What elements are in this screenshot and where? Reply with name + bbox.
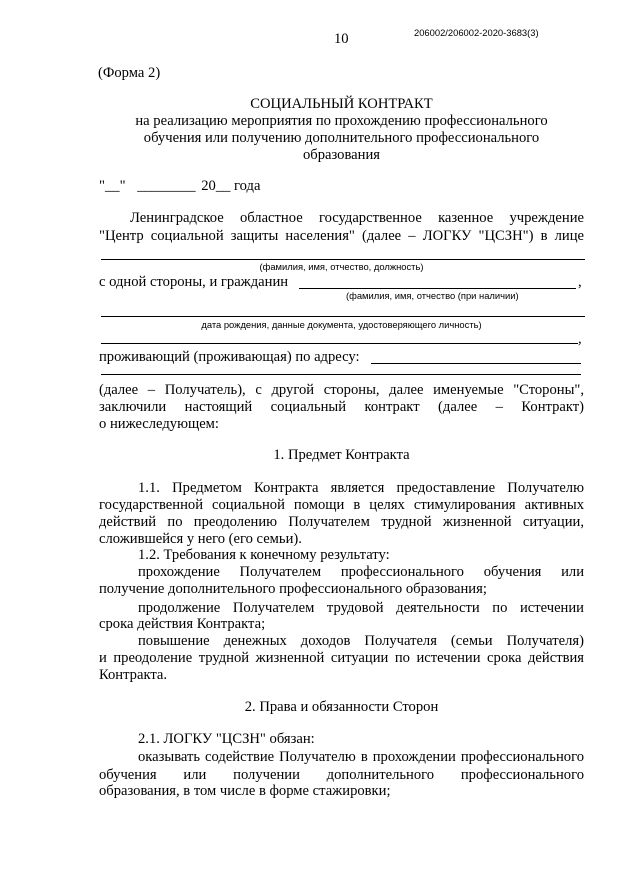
section-1-p3-line-2: получение дополнительного профессионального образования;	[99, 581, 487, 597]
parties-line-5: (далее – Получатель), с другой стороны, далее именуемые "Стороны",	[99, 382, 584, 398]
form-label: (Форма 2)	[98, 65, 161, 81]
parties-line-2: "Центр социальной защиты населения" (далее – ЛОГКУ "ЦСЗН") в лице	[99, 228, 584, 244]
contract-subtitle-line-3: образования	[303, 147, 380, 163]
section-2-p2-line-2: обучения или получении дополнительного профессионального	[99, 767, 584, 783]
section-2-p2-line-3: образования, в том числе в форме стажировки;	[99, 783, 391, 799]
section-1-p3-line-1: прохождение Получателем профессионального обучения или	[138, 564, 584, 580]
section-1-p1-line-2: государственной социальной помощи в целях стимулирования активных	[99, 497, 584, 513]
citizen-line-label: с одной стороны, и гражданин	[99, 274, 289, 290]
date-month-blank: ________	[137, 178, 196, 194]
date-line	[99, 179, 260, 194]
citizen-id-caption: дата рождения, данные документа, удостоверяющего личность)	[201, 319, 482, 330]
section-2-p1: 2.1. ЛОГКУ "ЦСЗН" обязан:	[138, 731, 315, 747]
address-label: проживающий (проживающая) по адресу:	[99, 349, 360, 365]
section-1-p5-line-2: и преодоление трудной жизненной ситуации по истечении срока действия	[99, 650, 584, 666]
contract-subtitle-line-2: обучения или получению дополнительного профессионального	[143, 130, 540, 146]
date-year: 20__ года	[201, 178, 261, 194]
parties-line-1: Ленинградское областное государственное казенное учреждение	[130, 210, 584, 226]
page-number: 10	[334, 31, 349, 47]
document-code: 206002/206002-2020-3683(3)	[414, 27, 539, 38]
date-day-blank: __	[104, 178, 120, 194]
section-1-p2: 1.2. Требования к конечному результату:	[138, 547, 390, 563]
section-1-p1-line-4: сложившейся у него (его семьи).	[99, 531, 302, 547]
section-2-heading: 2. Права и обязанности Сторон	[244, 699, 439, 715]
section-1-p4-line-1: продолжение Получателем трудовой деятельности по истечении	[138, 600, 584, 616]
citizen-blank-line	[299, 288, 576, 289]
citizen-id-comma: ,	[578, 331, 582, 347]
parties-line-6: заключили настоящий социальный контракт (далее – Контракт)	[99, 399, 584, 415]
citizen-id-blank-line	[101, 316, 585, 317]
citizen-id-blank-line-2	[101, 343, 578, 344]
section-1-p5-line-3: Контракта.	[99, 667, 168, 683]
section-1-p1-line-3: действий по преодолению Получателем трудной жизненной ситуации,	[99, 514, 584, 530]
contract-title: СОЦИАЛЬНЫЙ КОНТРАКТ	[250, 96, 433, 112]
contract-subtitle-line-1: на реализацию мероприятия по прохождению профессионального	[135, 113, 548, 129]
address-blank-line-2	[101, 374, 581, 375]
parties-line-7: о нижеследующем:	[99, 416, 219, 432]
section-2-p2-line-1: оказывать содействие Получателю в прохождении профессионального	[138, 749, 584, 765]
section-1-p1-line-1: 1.1. Предметом Контракта является предоставление Получателю	[138, 480, 584, 496]
section-1-heading: 1. Предмет Контракта	[273, 447, 410, 463]
address-blank-line	[371, 363, 581, 364]
section-1-p4-line-2: срока действия Контракта;	[99, 616, 266, 632]
section-1-p5-line-1: повышение денежных доходов Получателя (семьи Получателя)	[138, 633, 584, 649]
citizen-name-caption: (фамилия, имя, отчество (при наличии)	[346, 290, 519, 301]
date-quote-open: "	[99, 178, 105, 194]
signatory-blank-line	[101, 259, 585, 260]
date-quote-close: "	[119, 178, 126, 194]
citizen-line-comma: ,	[578, 274, 582, 290]
signatory-caption: (фамилия, имя, отчество, должность)	[259, 261, 424, 272]
